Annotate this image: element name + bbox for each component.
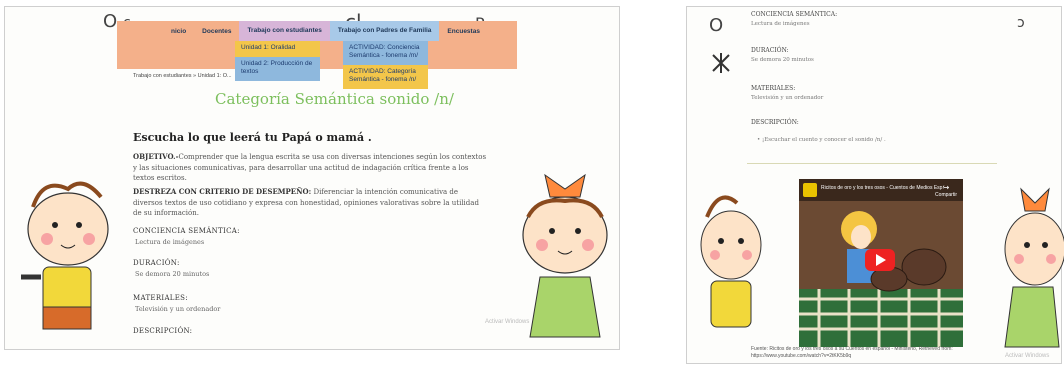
decorative-letter: ↄ: [1017, 15, 1025, 31]
menu-item-padres[interactable]: Trabajo con Padres de Familia: [330, 21, 440, 41]
conciencia-value: Lectura de imágenes: [135, 238, 205, 246]
duracion-value-right: Se demora 20 minutos: [751, 57, 814, 63]
duracion-label-right: DURACIÓN:: [751, 47, 789, 54]
materiales-value: Televisión y un ordenador: [135, 305, 221, 313]
destreza-text: Diferenciar la intención comunicativa de diversos textos de uso cotidiano y expresa con honestidad, opiniones valorativas sobre la utilidad de su información.: [133, 188, 479, 217]
decorative-letter-o: [707, 11, 747, 41]
duracion-value: Se demora 20 minutos: [135, 270, 210, 278]
breadcrumb-link-estudiantes[interactable]: Trabajo con estudiantes »: [133, 73, 197, 79]
divider: [747, 163, 997, 164]
windows-watermark-right: Activar Windows: [1005, 353, 1050, 359]
dropdown-actividad-m[interactable]: ACTIVIDAD: Conciencia Semántica - fonema /m/: [343, 41, 428, 65]
cartoon-boy-image-right: [693, 177, 763, 357]
page-screenshot-left: [4, 6, 620, 350]
menu-item-docentes[interactable]: Docentes: [202, 27, 232, 35]
video-player[interactable]: [799, 179, 963, 347]
descripcion-item: • ¡Escuchar el cuento y conocer el sonido /n/ .: [757, 137, 886, 143]
windows-watermark: Activar Windows: [485, 319, 530, 325]
breadcrumb-link-unidad[interactable]: Unidad 1: O...: [197, 73, 232, 79]
materiales-label: MATERIALES:: [133, 294, 188, 302]
materiales-value-right: Televisión y un ordenador: [751, 95, 824, 101]
share-button[interactable]: [935, 183, 957, 198]
section-heading: Escucha lo que leerá tu Papá o mamá .: [133, 131, 372, 144]
cartoon-boy-image: [13, 167, 123, 347]
channel-logo-icon: [803, 183, 817, 197]
descripcion-label: DESCRIPCIÓN:: [133, 327, 193, 335]
breadcrumb: [133, 73, 232, 79]
dropdown-actividad-n[interactable]: ACTIVIDAD: Categoría Semántica - fonema /n/: [343, 65, 428, 89]
destreza-paragraph: [133, 187, 488, 219]
conciencia-value-right: Lectura de imágenes: [751, 21, 810, 27]
menu-item-estudiantes[interactable]: Trabajo con estudiantes: [239, 21, 329, 41]
share-label: Compartir: [935, 192, 957, 198]
main-menu: [117, 21, 517, 41]
cartoon-girl-image-right: [999, 167, 1061, 357]
objetivo-text: Comprender que la lengua escrita se usa con diversas intenciones según los contextos y las situaciones comunicativas, para desarrollar una actitud de indagación crítica frente a los textos escritos.: [133, 153, 487, 182]
video-title[interactable]: Ricitos de oro y los tres osos - Cuentos de Medios Esp.: [821, 185, 944, 191]
video-caption: Fuente: Ricitos de oro y los tres osos a su Cuentos en español - Ministerio, Retrieved from: https://www.youtube.com/watch?v=2tKK5b9q: [751, 346, 953, 359]
page-screenshot-right: [686, 6, 1062, 364]
conciencia-label: CONCIENCIA SEMÁNTICA:: [133, 227, 240, 235]
conciencia-label-right: CONCIENCIA SEMÁNTICA:: [751, 11, 838, 18]
dropdown-unidad-2[interactable]: Unidad 2: Producción de textos: [235, 57, 320, 81]
duracion-label: DURACIÓN:: [133, 259, 180, 267]
svg-text:O: O: [709, 15, 724, 36]
page-title: Categoría Semántica sonido /n/: [215, 90, 454, 108]
dropdown-unidad-1[interactable]: Unidad 1: Oralidad: [235, 41, 320, 57]
menu-item-inicio[interactable]: nicio: [171, 27, 187, 35]
menu-item-encuestas[interactable]: Encuestas: [447, 27, 480, 35]
objetivo-label: OBJETIVO.-: [133, 152, 179, 161]
share-icon: ↪: [942, 183, 950, 192]
materiales-label-right: MATERIALES:: [751, 85, 796, 92]
objetivo-paragraph: [133, 152, 488, 184]
decorative-star-icon: [709, 51, 733, 75]
destreza-label: DESTREZA CON CRITERIO DE DESEMPEÑO:: [133, 187, 312, 196]
cartoon-girl-image: [510, 157, 620, 347]
play-icon: [876, 254, 886, 266]
svg-text:O: O: [103, 11, 118, 32]
descripcion-label-right: DESCRIPCIÓN:: [751, 119, 799, 126]
play-button[interactable]: [865, 249, 895, 271]
